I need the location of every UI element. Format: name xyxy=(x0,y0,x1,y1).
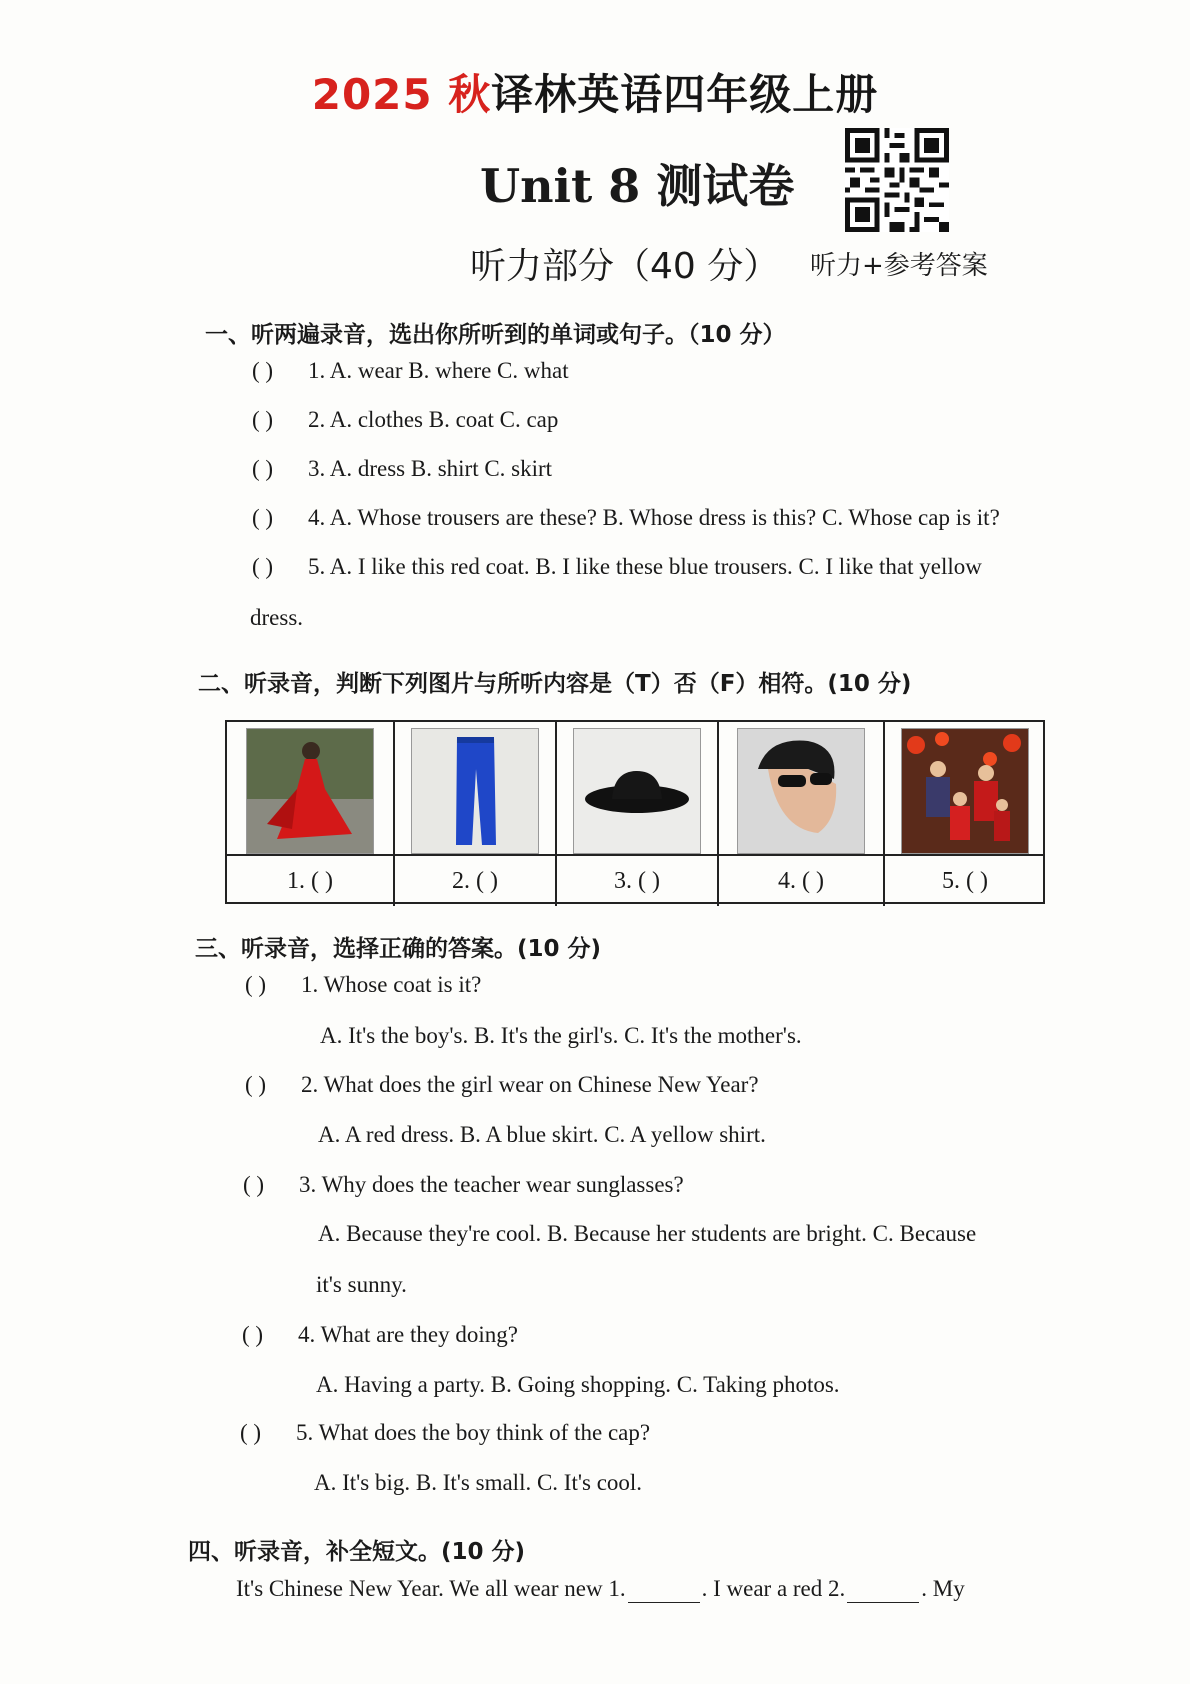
section2-title: 二、听录音，判断下列图片与所听内容是（T）否（F）相符。(10 分) xyxy=(198,671,912,697)
question-text: 4. A. Whose trousers are these? B. Whose dress is this? C. Whose cap is it? xyxy=(308,505,1000,530)
section1-question xyxy=(252,505,1000,531)
question-text: 2. What does the girl wear on Chinese New Year? xyxy=(301,1072,759,1097)
question-text: 3. A. dress B. shirt C. skirt xyxy=(308,456,553,481)
answer-blank[interactable]: ( ) xyxy=(252,407,274,432)
picture-cell xyxy=(395,722,557,906)
qr-code-icon[interactable] xyxy=(845,128,949,232)
answer-options: A. It's the boy's. B. It's the girl's. C. It's the mother's. xyxy=(320,1023,802,1048)
section1-title: 一、听两遍录音，选出你所听到的单词或句子。（10 分） xyxy=(205,322,786,348)
section3-question xyxy=(242,1322,518,1348)
cloze-text: . My xyxy=(921,1576,965,1601)
picture-label[interactable]: 5. ( ) xyxy=(885,854,1045,906)
section3-question xyxy=(245,972,481,998)
answer-blank[interactable]: ( ) xyxy=(252,456,274,481)
picture-label[interactable]: 4. ( ) xyxy=(719,854,883,906)
answer-options: A. Because they're cool. B. Because her students are bright. C. Because xyxy=(318,1221,977,1246)
section3-question xyxy=(243,1172,684,1198)
answer-blank[interactable]: ( ) xyxy=(240,1420,262,1445)
question-text: 3. Why does the teacher wear sunglasses? xyxy=(299,1172,684,1197)
answer-options: A. Having a party. B. Going shopping. C. Taking photos. xyxy=(316,1372,840,1397)
picture-label[interactable]: 2. ( ) xyxy=(395,854,555,906)
answer-options: A. A red dress. B. A blue skirt. C. A yellow shirt. xyxy=(318,1122,766,1147)
title-textbook: 译林英语四年级上册 xyxy=(491,70,879,119)
answer-options-continuation: it's sunny. xyxy=(316,1272,407,1297)
section3-question xyxy=(245,1072,759,1098)
question-text: 5. A. I like this red coat. B. I like these blue trousers. C. I like that yellow xyxy=(308,554,982,579)
answer-blank[interactable]: ( ) xyxy=(243,1172,265,1197)
section1-question xyxy=(252,407,558,433)
question-continuation: dress. xyxy=(250,605,304,630)
question-text: 2. A. clothes B. coat C. cap xyxy=(308,407,559,432)
section4-title: 四、听录音，补全短文。(10 分) xyxy=(188,1539,526,1565)
cloze-blank[interactable] xyxy=(847,1576,919,1603)
title-year-season: 2025 秋 xyxy=(311,70,492,119)
answer-blank[interactable]: ( ) xyxy=(242,1322,264,1347)
section3-title: 三、听录音，选择正确的答案。(10 分) xyxy=(195,936,602,962)
listening-answers-link[interactable]: 听力+参考答案 xyxy=(810,251,988,281)
question-text: 1. A. wear B. where C. what xyxy=(308,358,569,383)
answer-blank[interactable]: ( ) xyxy=(252,505,274,530)
cloze-text: It's Chinese New Year. We all wear new 1. xyxy=(236,1576,626,1601)
picture-label[interactable]: 3. ( ) xyxy=(557,854,717,906)
section1-question xyxy=(252,554,982,580)
blue-trousers-picture xyxy=(411,728,539,854)
section1-question xyxy=(252,358,569,384)
listening-section-title: 听力部分（40 分） xyxy=(470,246,780,287)
cloze-text: . I wear a red 2. xyxy=(701,1576,846,1601)
picture-cell xyxy=(719,722,885,906)
picture-table xyxy=(225,720,1045,904)
unit-title: Unit 8 测试卷 xyxy=(480,159,795,213)
cloze-passage xyxy=(236,1576,965,1603)
black-hat-picture xyxy=(573,728,701,854)
question-text: 4. What are they doing? xyxy=(298,1322,518,1347)
question-text: 1. Whose coat is it? xyxy=(301,972,482,997)
woman-red-dress-picture xyxy=(246,728,374,854)
boy-sunglasses-picture xyxy=(737,728,865,854)
answer-blank[interactable]: ( ) xyxy=(252,358,274,383)
answer-blank[interactable]: ( ) xyxy=(245,972,267,997)
exam-title xyxy=(0,62,1190,122)
picture-cell xyxy=(885,722,1045,906)
family-new-year-picture xyxy=(901,728,1029,854)
answer-blank[interactable]: ( ) xyxy=(252,554,274,579)
answer-blank[interactable]: ( ) xyxy=(245,1072,267,1097)
picture-label[interactable]: 1. ( ) xyxy=(227,854,393,906)
picture-cell xyxy=(557,722,719,906)
cloze-blank[interactable] xyxy=(628,1576,700,1603)
section3-question xyxy=(240,1420,650,1446)
question-text: 5. What does the boy think of the cap? xyxy=(296,1420,651,1445)
answer-options: A. It's big. B. It's small. C. It's cool. xyxy=(314,1470,643,1495)
picture-cell xyxy=(227,722,395,906)
section1-question xyxy=(252,456,552,482)
